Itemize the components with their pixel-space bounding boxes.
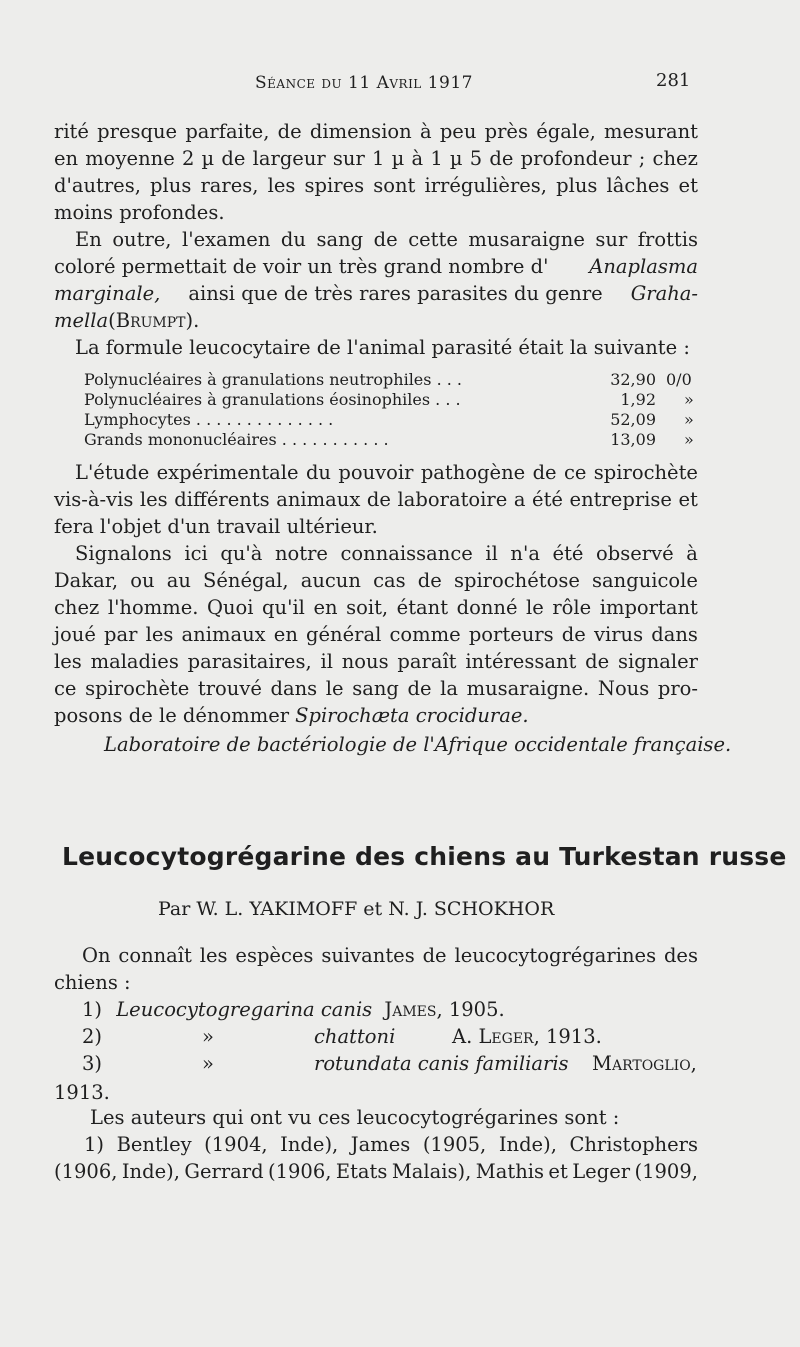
word: leucocytogrégarines — [454, 944, 657, 967]
list-number: 3) — [82, 1052, 103, 1075]
species-name: Anaplasma — [589, 255, 698, 278]
text-fragment: posons de le dénommer — [54, 704, 290, 727]
genus-name: Graha- — [630, 282, 698, 305]
text-line — [54, 255, 698, 278]
word: pro- — [657, 677, 698, 700]
word: µ — [449, 147, 463, 170]
word: paraît — [397, 650, 457, 673]
species-name: Spirochæta crocidurae. — [295, 704, 529, 727]
word: égale, — [536, 120, 596, 143]
word: en — [313, 596, 338, 619]
word: de — [373, 228, 398, 251]
word: Sénégal, — [203, 569, 289, 592]
word: Signalons — [75, 542, 172, 565]
word: laboratoire — [397, 488, 508, 511]
word: les — [139, 488, 168, 511]
word: différents — [174, 488, 270, 511]
word: expérimentale — [156, 461, 299, 484]
word: 1 — [372, 147, 385, 170]
word: à — [686, 542, 698, 565]
word: musaraigne — [468, 228, 585, 251]
word: sanguicole — [592, 569, 698, 592]
word: de — [407, 677, 432, 700]
word: Christophers — [569, 1133, 698, 1156]
word: Quoi — [206, 596, 254, 619]
word: Bentley — [116, 1133, 192, 1156]
word: µ — [391, 147, 405, 170]
word: de — [585, 650, 610, 673]
text-line — [84, 1133, 698, 1156]
species-list-item — [82, 1052, 698, 1078]
word: aucun — [300, 569, 361, 592]
text-line — [54, 1160, 698, 1183]
word: connaît — [118, 944, 192, 967]
page-number: 281 — [656, 70, 691, 91]
species-name: marginale, — [54, 282, 161, 305]
word: du — [305, 461, 331, 484]
word: comme — [389, 623, 461, 646]
word: plus — [150, 174, 192, 197]
word: chez — [54, 596, 100, 619]
word: en — [273, 623, 298, 646]
word: de — [561, 623, 586, 646]
word: l'examen — [182, 228, 271, 251]
word: dans — [651, 623, 698, 646]
word: qu'il — [262, 596, 305, 619]
word: dimension — [309, 120, 412, 143]
word: plus — [556, 174, 598, 197]
word: des — [663, 944, 698, 967]
word: général — [306, 623, 382, 646]
text-line — [54, 147, 698, 170]
laboratory-signature: Laboratoire de bactériologie de l'Afrique occidentale française. — [104, 733, 732, 756]
word: sang — [316, 228, 364, 251]
word: les — [267, 174, 296, 197]
table-row — [84, 390, 734, 410]
word: ; — [638, 147, 646, 170]
word: chez — [652, 147, 698, 170]
word: important — [599, 596, 698, 619]
word: a — [513, 488, 526, 511]
word: profondeur — [520, 147, 632, 170]
ditto-mark: » — [202, 1025, 214, 1048]
word: de — [277, 120, 302, 143]
word: rares, — [200, 174, 259, 197]
word: à — [411, 147, 424, 170]
word: Malais), — [391, 1160, 472, 1183]
word: maladies — [90, 650, 179, 673]
list-number: 2) — [82, 1025, 103, 1048]
word: trouvé — [197, 677, 262, 700]
word: étant — [396, 596, 449, 619]
word: du — [280, 228, 306, 251]
word: de — [221, 147, 246, 170]
word: L'étude — [75, 461, 150, 484]
word: Nous — [597, 677, 650, 700]
word: été — [532, 488, 563, 511]
word: vis-à-vis — [54, 488, 134, 511]
word: sang — [352, 677, 399, 700]
word: lâches — [606, 174, 670, 197]
word: donné — [456, 596, 518, 619]
word: Inde), — [498, 1133, 557, 1156]
author-ref: (Brumpt). — [108, 309, 200, 332]
word: de — [489, 147, 514, 170]
word: le — [526, 596, 544, 619]
text-line — [54, 309, 698, 332]
word: moyenne — [85, 147, 175, 170]
word: la — [440, 677, 458, 700]
table-value: 1,92 — [620, 390, 656, 409]
word: joué — [54, 623, 96, 646]
table-label: Lymphocytes . . . . . . . . . . . . . . — [84, 410, 334, 429]
word: par — [104, 623, 138, 646]
species-list-item — [82, 998, 505, 1021]
word: James — [350, 1133, 411, 1156]
word: ou — [130, 569, 155, 592]
word: frottis — [637, 228, 698, 251]
word: ici — [184, 542, 208, 565]
text-line — [54, 704, 698, 727]
word: musaraigne. — [466, 677, 590, 700]
word: d'autres, — [54, 174, 141, 197]
table-row — [84, 370, 734, 390]
word: pouvoir — [338, 461, 414, 484]
word: 1 — [430, 147, 443, 170]
list-number: 1) — [82, 998, 103, 1021]
text-line: Les auteurs qui ont vu ces leucocytogrégarines sont : — [90, 1106, 620, 1129]
table-value: 13,09 — [610, 430, 656, 449]
word: (1905, — [422, 1133, 487, 1156]
word: qu'à — [220, 542, 263, 565]
word: animaux — [276, 488, 361, 511]
ditto-mark: » — [202, 1052, 214, 1075]
word: Leger — [572, 1160, 631, 1183]
word: de — [532, 461, 557, 484]
word: et — [678, 488, 698, 511]
word: En — [75, 228, 102, 251]
word: en — [54, 147, 79, 170]
word: les — [145, 623, 174, 646]
word: signaler — [617, 650, 698, 673]
table-row — [84, 430, 734, 450]
word: les — [199, 944, 228, 967]
table-value: 52,09 — [610, 410, 656, 429]
text-line — [75, 228, 698, 251]
word: peu — [439, 120, 477, 143]
table-row — [84, 410, 734, 430]
article-title: Leucocytogrégarine des chiens au Turkestan russe — [62, 842, 787, 871]
table-unit: 0/0 — [666, 370, 692, 389]
word: notre — [274, 542, 328, 565]
word: et — [548, 1160, 568, 1183]
word: nous — [341, 650, 389, 673]
text-fragment: ainsi que de très rares parasites du genre — [188, 282, 603, 305]
species-list-item — [82, 1025, 698, 1051]
word: Gerrard — [184, 1160, 264, 1183]
author-ref: A. Leger, 1913. — [452, 1025, 602, 1048]
word: (1906, — [268, 1160, 332, 1183]
text-line: moins profondes. — [54, 201, 225, 224]
word: à — [419, 120, 432, 143]
text-line — [54, 120, 698, 143]
word: il — [485, 542, 498, 565]
text-line — [54, 569, 698, 592]
genus-name: mella — [54, 309, 109, 332]
word: de — [366, 488, 391, 511]
word: de — [422, 944, 447, 967]
word: soit, — [346, 596, 389, 619]
text-fragment: coloré permettait de voir un très grand nombre d' — [54, 255, 549, 278]
text-line: chiens : — [54, 971, 131, 994]
word: mesurant — [604, 120, 698, 143]
text-line — [75, 542, 698, 565]
word: 1) — [84, 1133, 105, 1156]
text-line — [54, 488, 698, 511]
word: (1904, — [204, 1133, 268, 1156]
text-line — [54, 623, 698, 646]
word: porteurs — [468, 623, 554, 646]
word: spirochète — [85, 677, 190, 700]
word: Inde), — [280, 1133, 339, 1156]
table-unit: » — [684, 430, 694, 449]
word: ce — [563, 461, 587, 484]
word: pathogène — [420, 461, 526, 484]
word: 2 — [181, 147, 195, 170]
word: ce — [54, 677, 77, 700]
word: µ — [201, 147, 215, 170]
word: rité — [54, 120, 89, 143]
species-name: rotundata canis familiaris — [314, 1052, 569, 1075]
word: spirochétose — [453, 569, 580, 592]
text-line: fera l'objet d'un travail ultérieur. — [54, 515, 378, 538]
author-ref: James, 1905. — [384, 998, 505, 1021]
text-line — [54, 282, 698, 305]
word: près — [484, 120, 528, 143]
text-line: 1913. — [54, 1081, 110, 1104]
word: presque — [97, 120, 178, 143]
word: il — [320, 650, 333, 673]
word: Dakar, — [54, 569, 119, 592]
word: outre, — [112, 228, 172, 251]
word: et — [678, 174, 698, 197]
table-unit: » — [684, 390, 694, 409]
word: Etats — [335, 1160, 388, 1183]
table-label: Grands mononucléaires . . . . . . . . . . . — [84, 430, 389, 449]
word: On — [82, 944, 111, 967]
word: le — [325, 677, 344, 700]
word: dans — [270, 677, 318, 700]
word: Inde), — [121, 1160, 180, 1183]
table-value: 32,90 — [610, 370, 656, 389]
word: 5 — [469, 147, 483, 170]
author-ref: Martoglio, — [592, 1052, 697, 1075]
text-line: La formule leucocytaire de l'animal parasité était la suivante : — [75, 336, 690, 359]
word: les — [54, 650, 82, 673]
species-name: chattoni — [314, 1025, 396, 1048]
word: spirochète — [593, 461, 698, 484]
word: l'homme. — [107, 596, 199, 619]
table-label: Polynucléaires à granulations éosinophiles . . . — [84, 390, 461, 409]
word: rôle — [552, 596, 592, 619]
text-line — [54, 677, 698, 700]
word: parasitaires, — [187, 650, 312, 673]
text-line — [75, 461, 698, 484]
word: parfaite, — [185, 120, 270, 143]
word: spires — [304, 174, 365, 197]
word: largeur — [252, 147, 326, 170]
word: espèces — [235, 944, 314, 967]
word: intéressant — [465, 650, 577, 673]
word: sont — [373, 174, 416, 197]
text-line — [54, 596, 698, 619]
text-line — [54, 174, 698, 197]
text-line — [82, 944, 698, 967]
word: été — [552, 542, 584, 565]
word: (1906, — [54, 1160, 118, 1183]
word: au — [166, 569, 191, 592]
table-unit: » — [684, 410, 694, 429]
word: de — [417, 569, 442, 592]
word: observé — [596, 542, 674, 565]
word: entreprise — [569, 488, 672, 511]
word: irrégulières, — [424, 174, 548, 197]
text-line — [54, 650, 698, 673]
word: connaissance — [340, 542, 473, 565]
word: virus — [593, 623, 644, 646]
word: animaux — [181, 623, 266, 646]
species-name: Leucocytogregarina canis — [116, 998, 373, 1021]
word: (1909, — [634, 1160, 698, 1183]
word: cas — [373, 569, 406, 592]
word: sur — [332, 147, 365, 170]
word: n'a — [510, 542, 540, 565]
running-header: Séance du 11 Avril 1917 — [255, 73, 473, 93]
word: suivantes — [321, 944, 415, 967]
article-byline: Par W. L. YAKIMOFF et N. J. SCHOKHOR — [158, 898, 555, 920]
table-label: Polynucléaires à granulations neutrophiles . . . — [84, 370, 462, 389]
word: sur — [595, 228, 628, 251]
word: Mathis — [475, 1160, 544, 1183]
word: cette — [408, 228, 458, 251]
